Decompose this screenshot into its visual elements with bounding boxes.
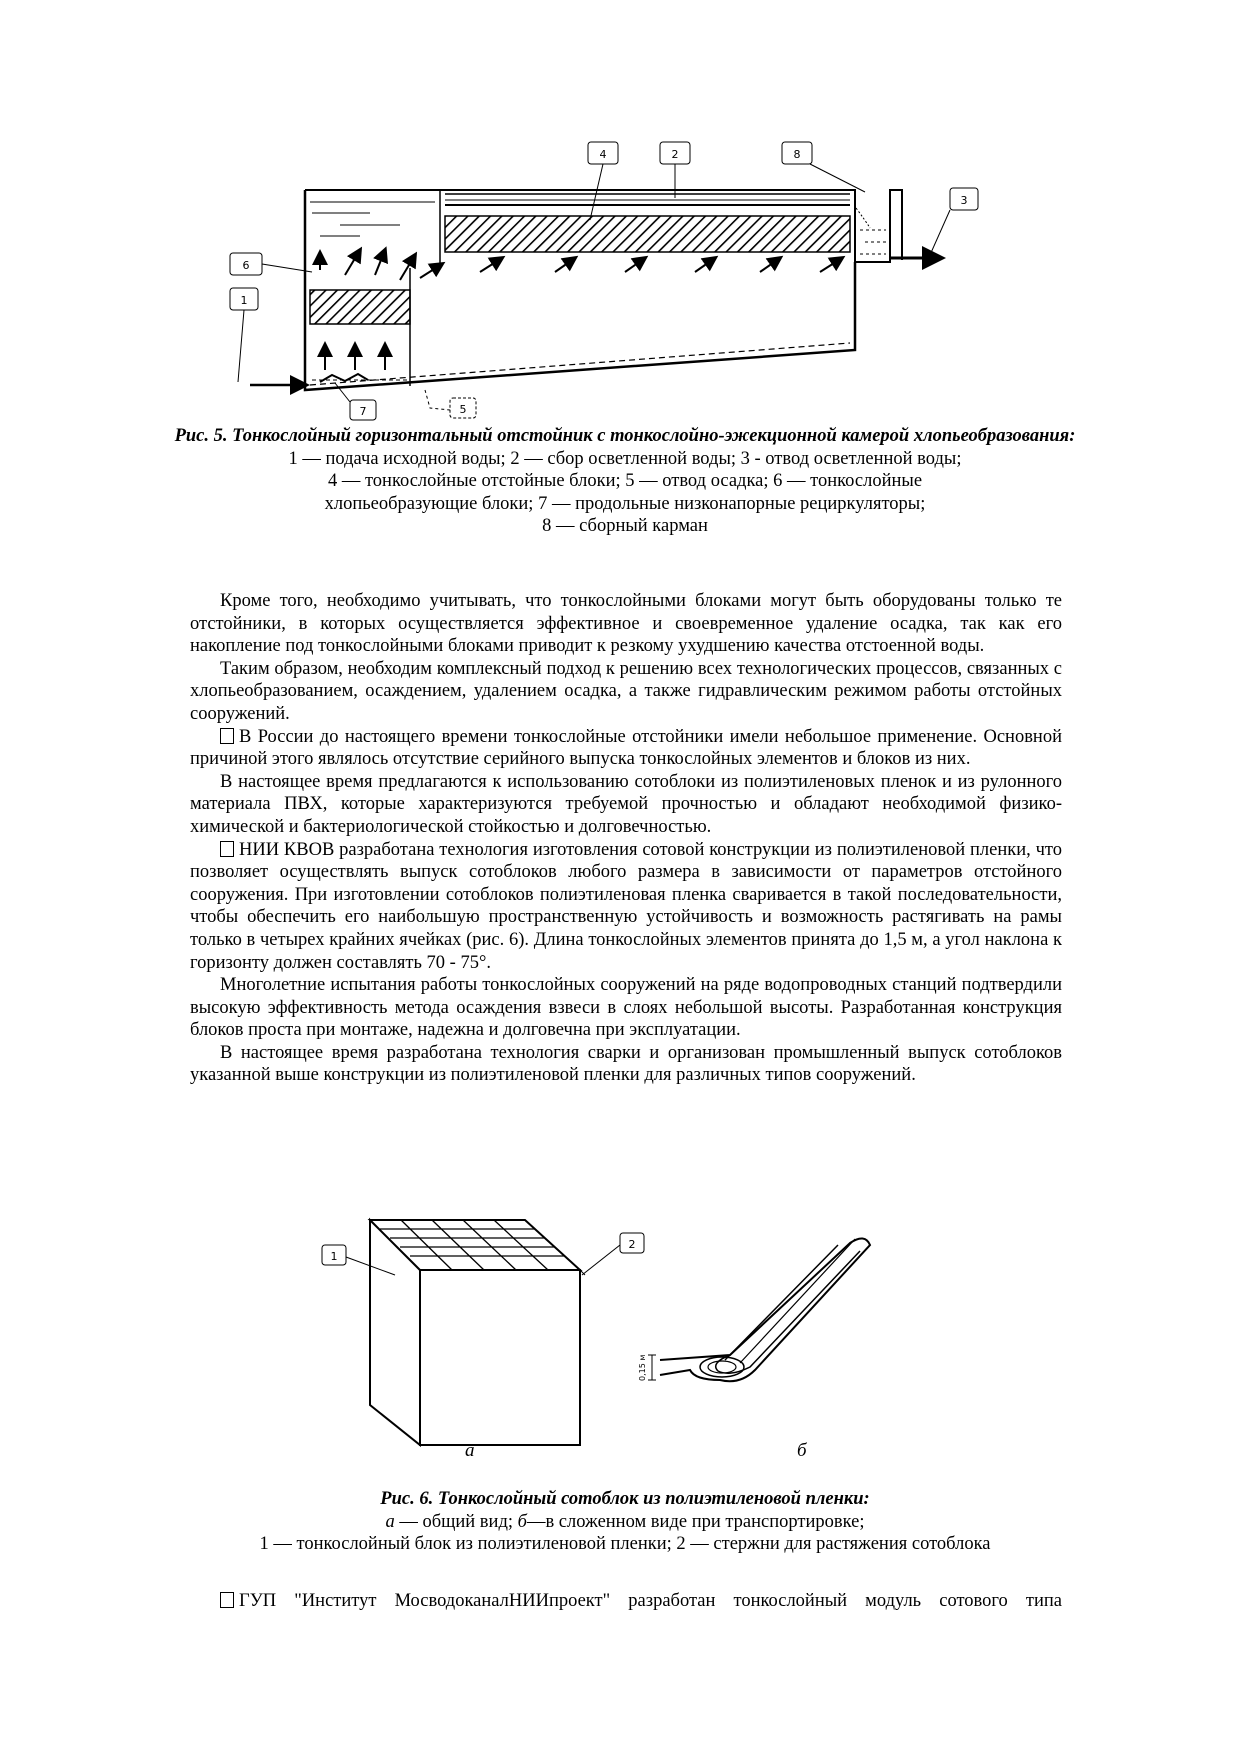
svg-text:8: 8 (793, 148, 801, 161)
paragraph: В настоящее время предлагаются к использованию сотоблоки из полиэтиленовых пленок и из рулонного материала ПВХ, которые характеризуются требуемой прочностью и обладают необходимой физико-химической и бактериологической стойкостью и долговечностью. (190, 771, 1062, 837)
figure-5-settler-diagram (240, 148, 1020, 420)
figure-5-caption-line: 4 — тонкослойные отстойные блоки; 5 — отвод осадка; 6 — тонкослойные (327, 471, 923, 491)
figure-6-caption-line1: а — общий вид; б—в сложенном виде при транспортировке; (385, 1511, 865, 1532)
callout-1 (230, 288, 258, 382)
callout-8 (782, 142, 865, 192)
folded-honeycomb-roll (638, 1238, 870, 1381)
figure-6-caption-line2: 1 — тонкослойный блок из полиэтиленовой пленки; 2 — стержни для растяжения сотоблока (259, 1534, 991, 1554)
figure-6-caption (150, 1488, 1100, 1556)
svg-text:6: 6 (242, 259, 250, 272)
svg-text:1: 1 (330, 1250, 338, 1263)
callout-3 (930, 188, 978, 255)
svg-text:2: 2 (671, 148, 679, 161)
svg-text:1: 1 (240, 294, 248, 307)
figure-5-caption-line: 1 — подача исходной воды; 2 — сбор осветленной воды; 3 - отвод осветленной воды; (288, 448, 962, 469)
callout-4 (588, 142, 618, 220)
paragraph: В России до настоящего времени тонкослойные отстойники имели небольшое применение. Основной причиной этого являлось отсутствие серийного выпуска тонкослойных элементов и блоков из них. (190, 726, 1062, 770)
missing-glyph-icon (220, 841, 234, 857)
paragraph: Кроме того, необходимо учитывать, что тонкослойными блоками могут быть оборудованы только те отстойники, в которых осуществляется эффективное и своевременное удаление осадка, так как его накопление под тонкослойными блоками приводит к резкому ухудшению качества отстоенной воды. (190, 591, 1062, 657)
figure-6-label-a: а (465, 1440, 475, 1461)
callout-5 (450, 398, 476, 418)
figure-5-caption-line: 8 — сборный карман (542, 516, 708, 536)
honeycomb-cube (370, 1220, 585, 1445)
svg-text:7: 7 (359, 405, 367, 418)
callout-2 (582, 1233, 644, 1275)
figure-6-caption-title: Рис. 6. Тонкослойный сотоблок из полиэтиленовой пленки: (380, 1489, 870, 1509)
svg-text:5: 5 (459, 403, 467, 416)
paragraph: Многолетние испытания работы тонкослойных сооружений на ряде водопроводных станций подтвердили высокую эффективность метода осаждения взвеси в слоях небольшой высоты. Разработанная конструкция блоков проста при монтаже, надежна и долговечна при эксплуатации. (190, 975, 1062, 1041)
body-text (190, 590, 1062, 1087)
figure-5-caption-title: Рис. 5. Тонкослойный горизонтальный отстойник с тонкослойно-эжекционной камерой хлопьеобразования: (174, 426, 1076, 446)
paragraph: В настоящее время разработана технология сварки и организован промышленный выпуск сотоблоков указанной выше конструкции из полиэтиленовой пленки для различных типов сооружений. (190, 1042, 1062, 1086)
svg-text:4: 4 (599, 148, 607, 161)
figure-6-honeycomb-block-diagram (310, 1215, 980, 1455)
figure-5-caption (150, 425, 1100, 538)
paragraph: Таким образом, необходим комплексный подход к решению всех технологических процессов, связанных с хлопьеобразованием, осаждением, удалением осадка, а также гидравлическим режимом работы отстойных сооружений. (190, 658, 1062, 724)
last-line: ГУП "Институт МосводоканалНИИпроект" разработан тонкослойный модуль сотового типа (190, 1590, 1062, 1613)
callout-6 (230, 253, 312, 275)
missing-glyph-icon (220, 1592, 234, 1608)
svg-text:2: 2 (628, 1238, 636, 1251)
figure-6-label-b: б (797, 1440, 807, 1461)
svg-text:3: 3 (960, 194, 968, 207)
figure-5-caption-line: хлопьеобразующие блоки; 7 — продольные низконапорные рециркуляторы; (324, 493, 926, 514)
dimension-label: 0,15 м (638, 1354, 647, 1381)
missing-glyph-icon (220, 728, 234, 744)
paragraph: НИИ КВОВ разработана технология изготовления сотовой конструкции из полиэтиленовой пленки, что позволяет осуществлять выпуск сотоблоков любого размера в зависимости от параметров отстойного сооружения. При изготовлении сотоблоков полиэтиленовая пленка сваривается в такой последовательности, чтобы обеспечить его наибольшую пространственную устойчивость и возможность растягивать на рамы только в четырех крайних ячейках (рис. 6). Длина тонкослойных элементов принята до 1,5 м, а угол наклона к горизонту должен составлять 70 - 75°. (190, 839, 1062, 973)
